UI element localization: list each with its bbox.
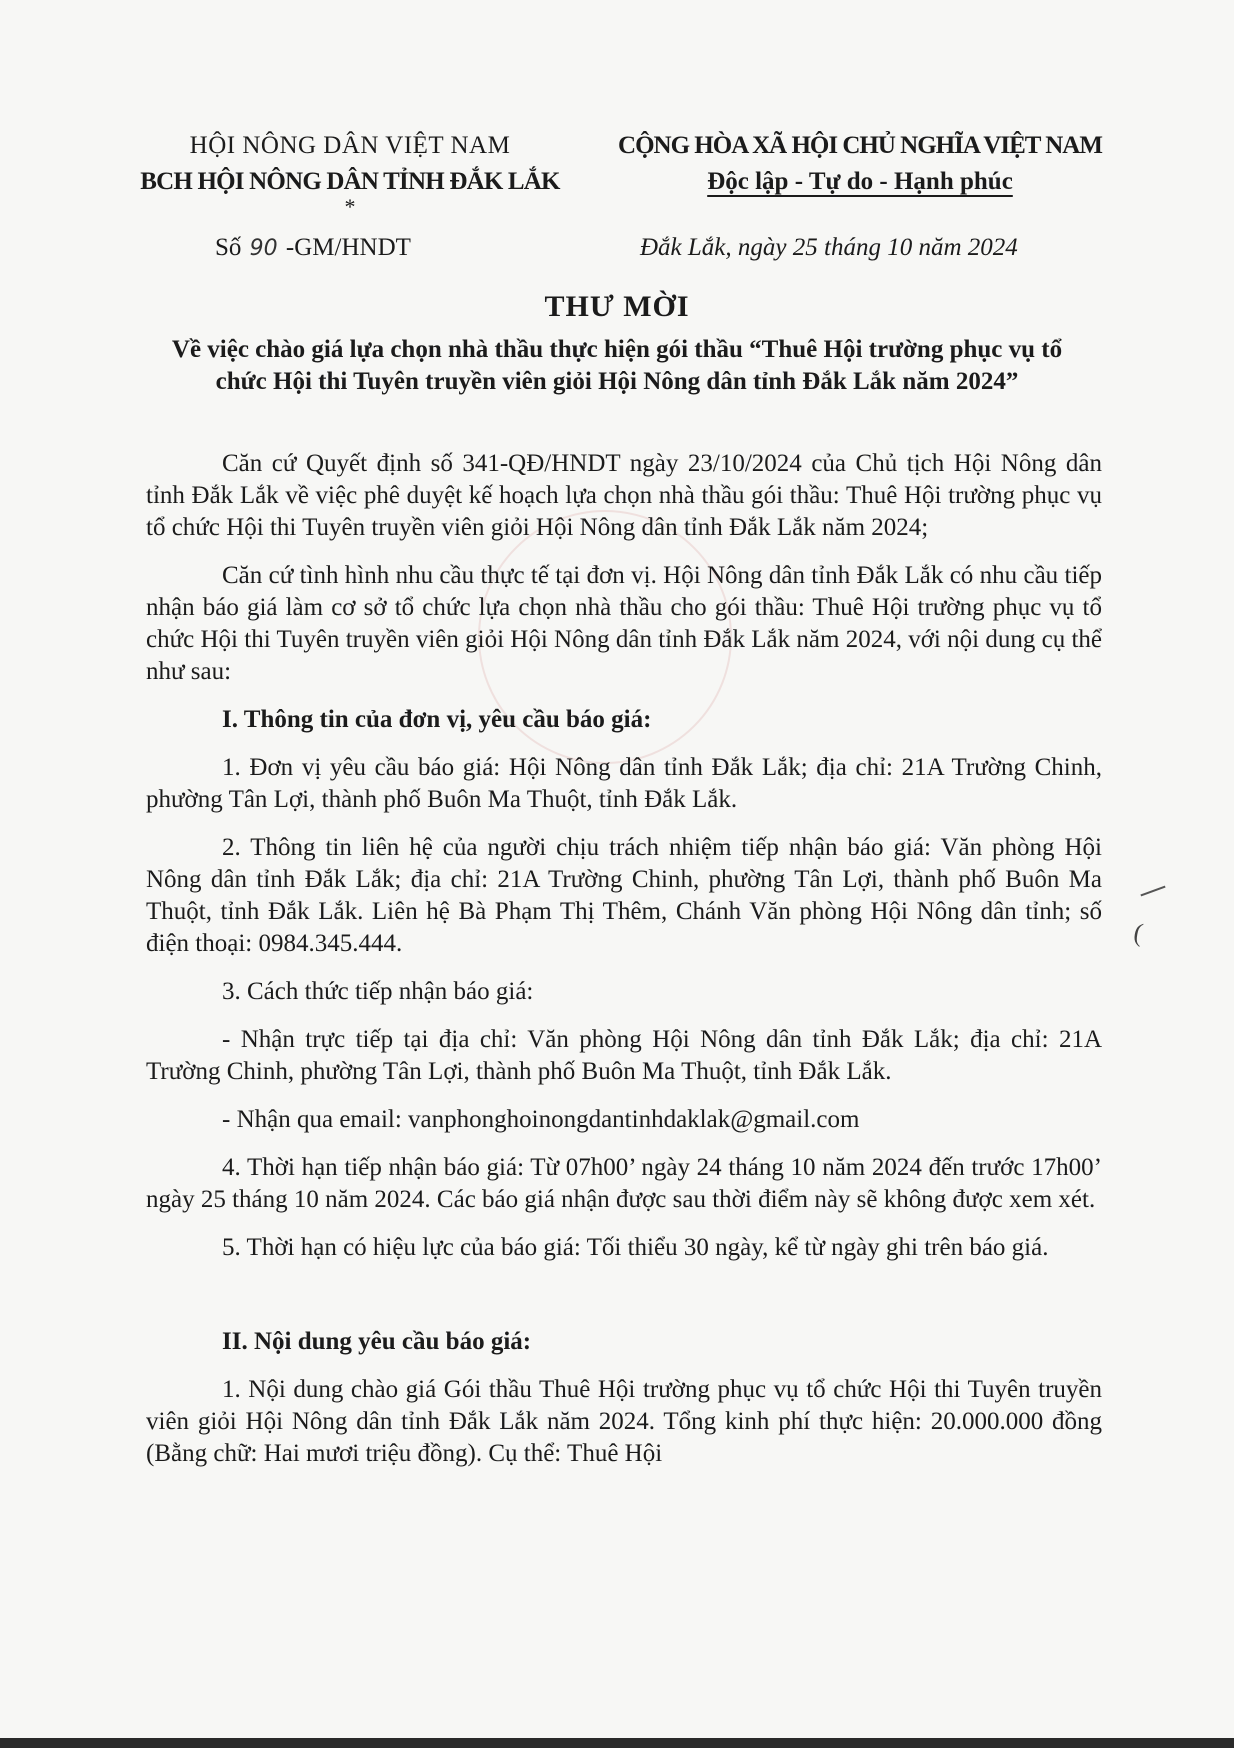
section-1-heading: I. Thông tin của đơn vị, yêu cầu báo giá:: [222, 706, 652, 733]
national-title: CỘNG HÒA XÃ HỘI CHỦ NGHĨA VIỆT NAM: [618, 132, 1102, 159]
scan-edge: [0, 1738, 1234, 1748]
section-1-item: - Nhận qua email: vanphonghoinongdantinhdaklak@gmail.com: [222, 1106, 860, 1133]
section-2-item: 1. Nội dung chào giá Gói thầu Thuê Hội trường phục vụ tổ chức Hội thi Tuyên truyền viên giỏi Hội Nông dân tỉnh Đắk Lắk năm 2024. Tổng kinh phí thực hiện: 20.000.000 đồng (Bằng chữ: Hai mươi triệu đồng). Cụ thể: Thuê Hội: [146, 1376, 1102, 1467]
pen-mark-dash: [1140, 886, 1165, 897]
section-1-item: - Nhận trực tiếp tại địa chỉ: Văn phòng Hội Nông dân tỉnh Đắk Lắk; địa chỉ: 21A Trường Chinh, phường Tân Lợi, thành phố Buôn Ma Thuột, tỉnh Đắk Lắk.: [146, 1026, 1102, 1085]
section-1-item: 5. Thời hạn có hiệu lực của báo giá: Tối thiểu 30 ngày, kể từ ngày ghi trên báo giá.: [222, 1234, 1049, 1261]
legal-basis-paragraph: Căn cứ Quyết định số 341-QĐ/HNDT ngày 23/10/2024 của Chủ tịch Hội Nông dân tỉnh Đắk Lắk về việc phê duyệt kế hoạch lựa chọn nhà thầu gói thầu: Thuê Hội trường phục vụ tổ chức Hội thi Tuyên truyền viên giỏi Hội Nông dân tỉnh Đắk Lắk năm 2024;: [146, 450, 1102, 541]
section-1-item: 2. Thông tin liên hệ của người chịu trách nhiệm tiếp nhận báo giá: Văn phòng Hội Nông dân tỉnh Đắk Lắk; địa chỉ: 21A Trường Chinh, phường Tân Lợi, thành phố Buôn Ma Thuột, tỉnh Đắk Lắk. Liên hệ Bà Phạm Thị Thêm, Chánh Văn phòng Hội Nông dân tỉnh; số điện thoại: 0984.345.444.: [146, 834, 1102, 957]
issuing-organization: [110, 128, 590, 219]
issuing-committee: BCH HỘI NÔNG DÂN TỈNH ĐẮK LẮK: [140, 168, 560, 195]
national-motto: Độc lập - Tự do - Hạnh phúc: [707, 168, 1013, 195]
parent-organization: HỘI NÔNG DÂN VIỆT NAM: [189, 132, 511, 159]
doc-number-prefix: Số: [215, 234, 242, 261]
section-1-item: 4. Thời hạn tiếp nhận báo giá: Từ 07h00’ ngày 24 tháng 10 năm 2024 đến trước 17h00’ ngày 25 tháng 10 năm 2024. Các báo giá nhận được sau thời điểm này sẽ không được xem xét.: [146, 1154, 1102, 1213]
document-body: [146, 448, 1102, 1486]
document-title: THƯ MỜI: [544, 290, 690, 323]
section-2-heading: II. Nội dung yêu cầu báo giá:: [222, 1328, 532, 1355]
org-star: *: [344, 194, 356, 219]
section-1-item: 1. Đơn vị yêu cầu báo giá: Hội Nông dân tỉnh Đắk Lắk; địa chỉ: 21A Trường Chinh, phường Tân Lợi, thành phố Buôn Ma Thuột, tỉnh Đắk Lắk.: [146, 754, 1102, 813]
doc-number-handwritten: 90: [249, 236, 278, 261]
document-number: [215, 234, 411, 262]
pen-mark: (: [1131, 917, 1146, 948]
context-paragraph: Căn cứ tình hình nhu cầu thực tế tại đơn vị. Hội Nông dân tỉnh Đắk Lắk có nhu cầu tiếp nhận báo giá làm cơ sở tổ chức lựa chọn nhà thầu cho gói thầu: Thuê Hội trường phục vụ tổ chức Hội thi Tuyên truyền viên giỏi Hội Nông dân tỉnh Đắk Lắk năm 2024, với nội dung cụ thể như sau:: [146, 562, 1102, 685]
place-and-date: Đắk Lắk, ngày 25 tháng 10 năm 2024: [640, 234, 1018, 261]
document-subject: Về việc chào giá lựa chọn nhà thầu thực hiện gói thầu “Thuê Hội trường phục vụ tổ chức Hội thi Tuyên truyền viên giỏi Hội Nông dân tỉnh Đắk Lắk năm 2024”: [171, 336, 1063, 395]
national-header: [590, 128, 1130, 200]
section-1-item: 3. Cách thức tiếp nhận báo giá:: [222, 978, 534, 1005]
doc-number-suffix: -GM/HNDT: [285, 234, 411, 261]
